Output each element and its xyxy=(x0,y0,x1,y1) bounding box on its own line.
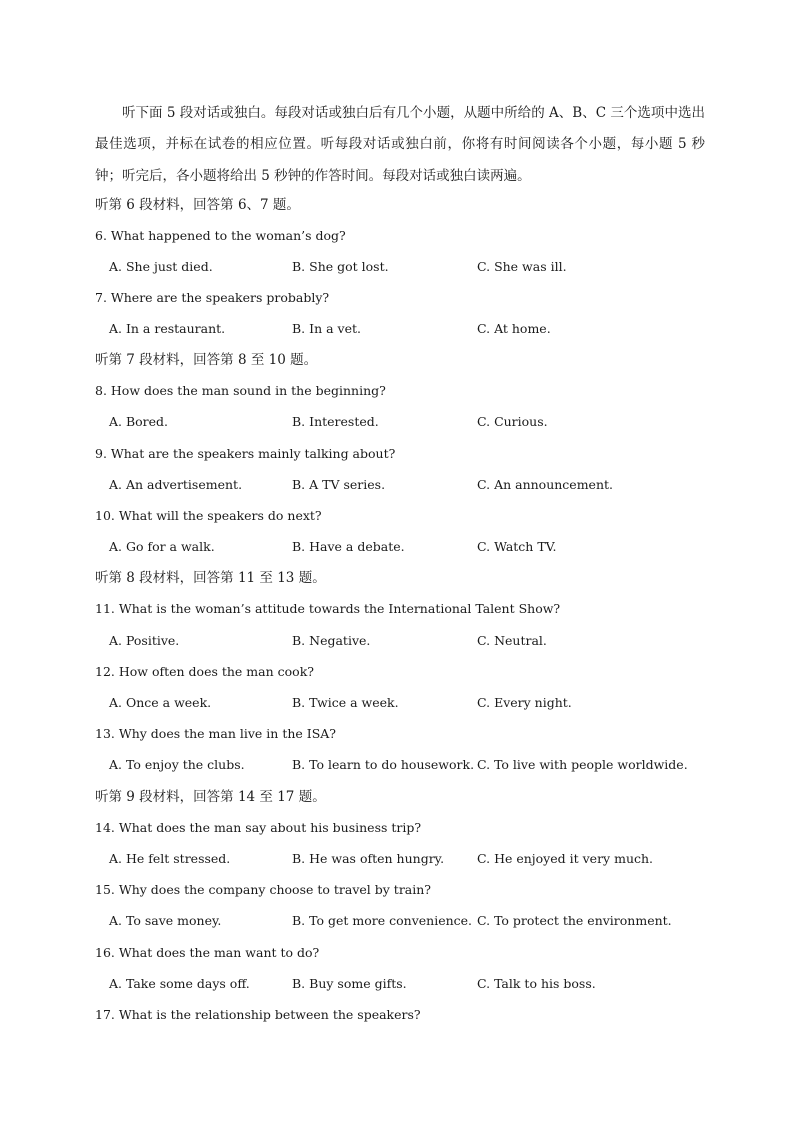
option-15-c: C. To protect the environment. xyxy=(477,913,672,928)
question-stem-13: 13. Why does the man live in the ISA? xyxy=(95,726,336,741)
option-16-c: C. Talk to his boss. xyxy=(477,976,596,991)
instructions-paragraph: 听下面 5 段对话或独白。每段对话或独白后有几个小题，从题中所给的 A、B、C 三个选项中选出最佳选项，并标在试卷的相应位置。听每段对话或独白前，你将有时间阅读各个小题，每小题 5 秒钟；听完后，各小题将给出 5 秒钟的作答时间。每段对话或独白读两遍。 xyxy=(95,105,705,184)
option-9-b: B. A TV series. xyxy=(292,477,386,492)
question-stem-9: 9. What are the speakers mainly talking about? xyxy=(95,446,396,461)
option-9-c: C. An announcement. xyxy=(477,477,613,492)
question-stem-16: 16. What does the man want to do? xyxy=(95,945,320,960)
question-stem-7: 7. Where are the speakers probably? xyxy=(95,290,330,305)
section-heading-6: 听第 6 段材料，回答第 6、7 题。 xyxy=(95,197,300,213)
section-heading-8: 听第 8 段材料，回答第 11 至 13 题。 xyxy=(95,570,326,586)
option-16-b: B. Buy some gifts. xyxy=(292,976,407,991)
section-heading-7: 听第 7 段材料，回答第 8 至 10 题。 xyxy=(95,352,318,368)
option-10-c: C. Watch TV. xyxy=(477,539,557,554)
option-7-a: A. In a restaurant. xyxy=(109,321,226,336)
option-6-a: A. She just died. xyxy=(109,259,213,274)
option-14-b: B. He was often hungry. xyxy=(292,851,445,866)
option-14-c: C. He enjoyed it very much. xyxy=(477,851,654,866)
option-13-b: B. To learn to do housework. xyxy=(292,757,475,772)
question-stem-6: 6. What happened to the woman’s dog? xyxy=(95,228,346,243)
option-7-b: B. In a vet. xyxy=(292,321,361,336)
option-13-c: C. To live with people worldwide. xyxy=(477,757,688,772)
option-7-c: C. At home. xyxy=(477,321,551,336)
option-6-c: C. She was ill. xyxy=(477,259,567,274)
option-14-a: A. He felt stressed. xyxy=(109,851,231,866)
option-8-c: C. Curious. xyxy=(477,414,548,429)
option-15-a: A. To save money. xyxy=(109,913,222,928)
option-12-a: A. Once a week. xyxy=(109,695,212,710)
question-stem-15: 15. Why does the company choose to travel by train? xyxy=(95,882,431,897)
question-stem-17: 17. What is the relationship between the speakers? xyxy=(95,1007,421,1022)
option-8-b: B. Interested. xyxy=(292,414,379,429)
question-stem-11: 11. What is the woman’s attitude towards the International Talent Show? xyxy=(95,601,561,616)
question-stem-10: 10. What will the speakers do next? xyxy=(95,508,322,523)
option-8-a: A. Bored. xyxy=(109,414,169,429)
option-11-c: C. Neutral. xyxy=(477,633,547,648)
option-11-a: A. Positive. xyxy=(109,633,180,648)
option-13-a: A. To enjoy the clubs. xyxy=(109,757,245,772)
option-9-a: A. An advertisement. xyxy=(109,477,243,492)
option-15-b: B. To get more convenience. xyxy=(292,913,473,928)
question-stem-8: 8. How does the man sound in the beginning? xyxy=(95,383,386,398)
option-12-b: B. Twice a week. xyxy=(292,695,399,710)
option-12-c: C. Every night. xyxy=(477,695,572,710)
option-10-b: B. Have a debate. xyxy=(292,539,405,554)
question-stem-14: 14. What does the man say about his business trip? xyxy=(95,820,422,835)
option-16-a: A. Take some days off. xyxy=(109,976,250,991)
option-11-b: B. Negative. xyxy=(292,633,371,648)
option-6-b: B. She got lost. xyxy=(292,259,389,274)
section-heading-9: 听第 9 段材料，回答第 14 至 17 题。 xyxy=(95,789,326,805)
question-stem-12: 12. How often does the man cook? xyxy=(95,664,314,679)
option-10-a: A. Go for a walk. xyxy=(109,539,215,554)
